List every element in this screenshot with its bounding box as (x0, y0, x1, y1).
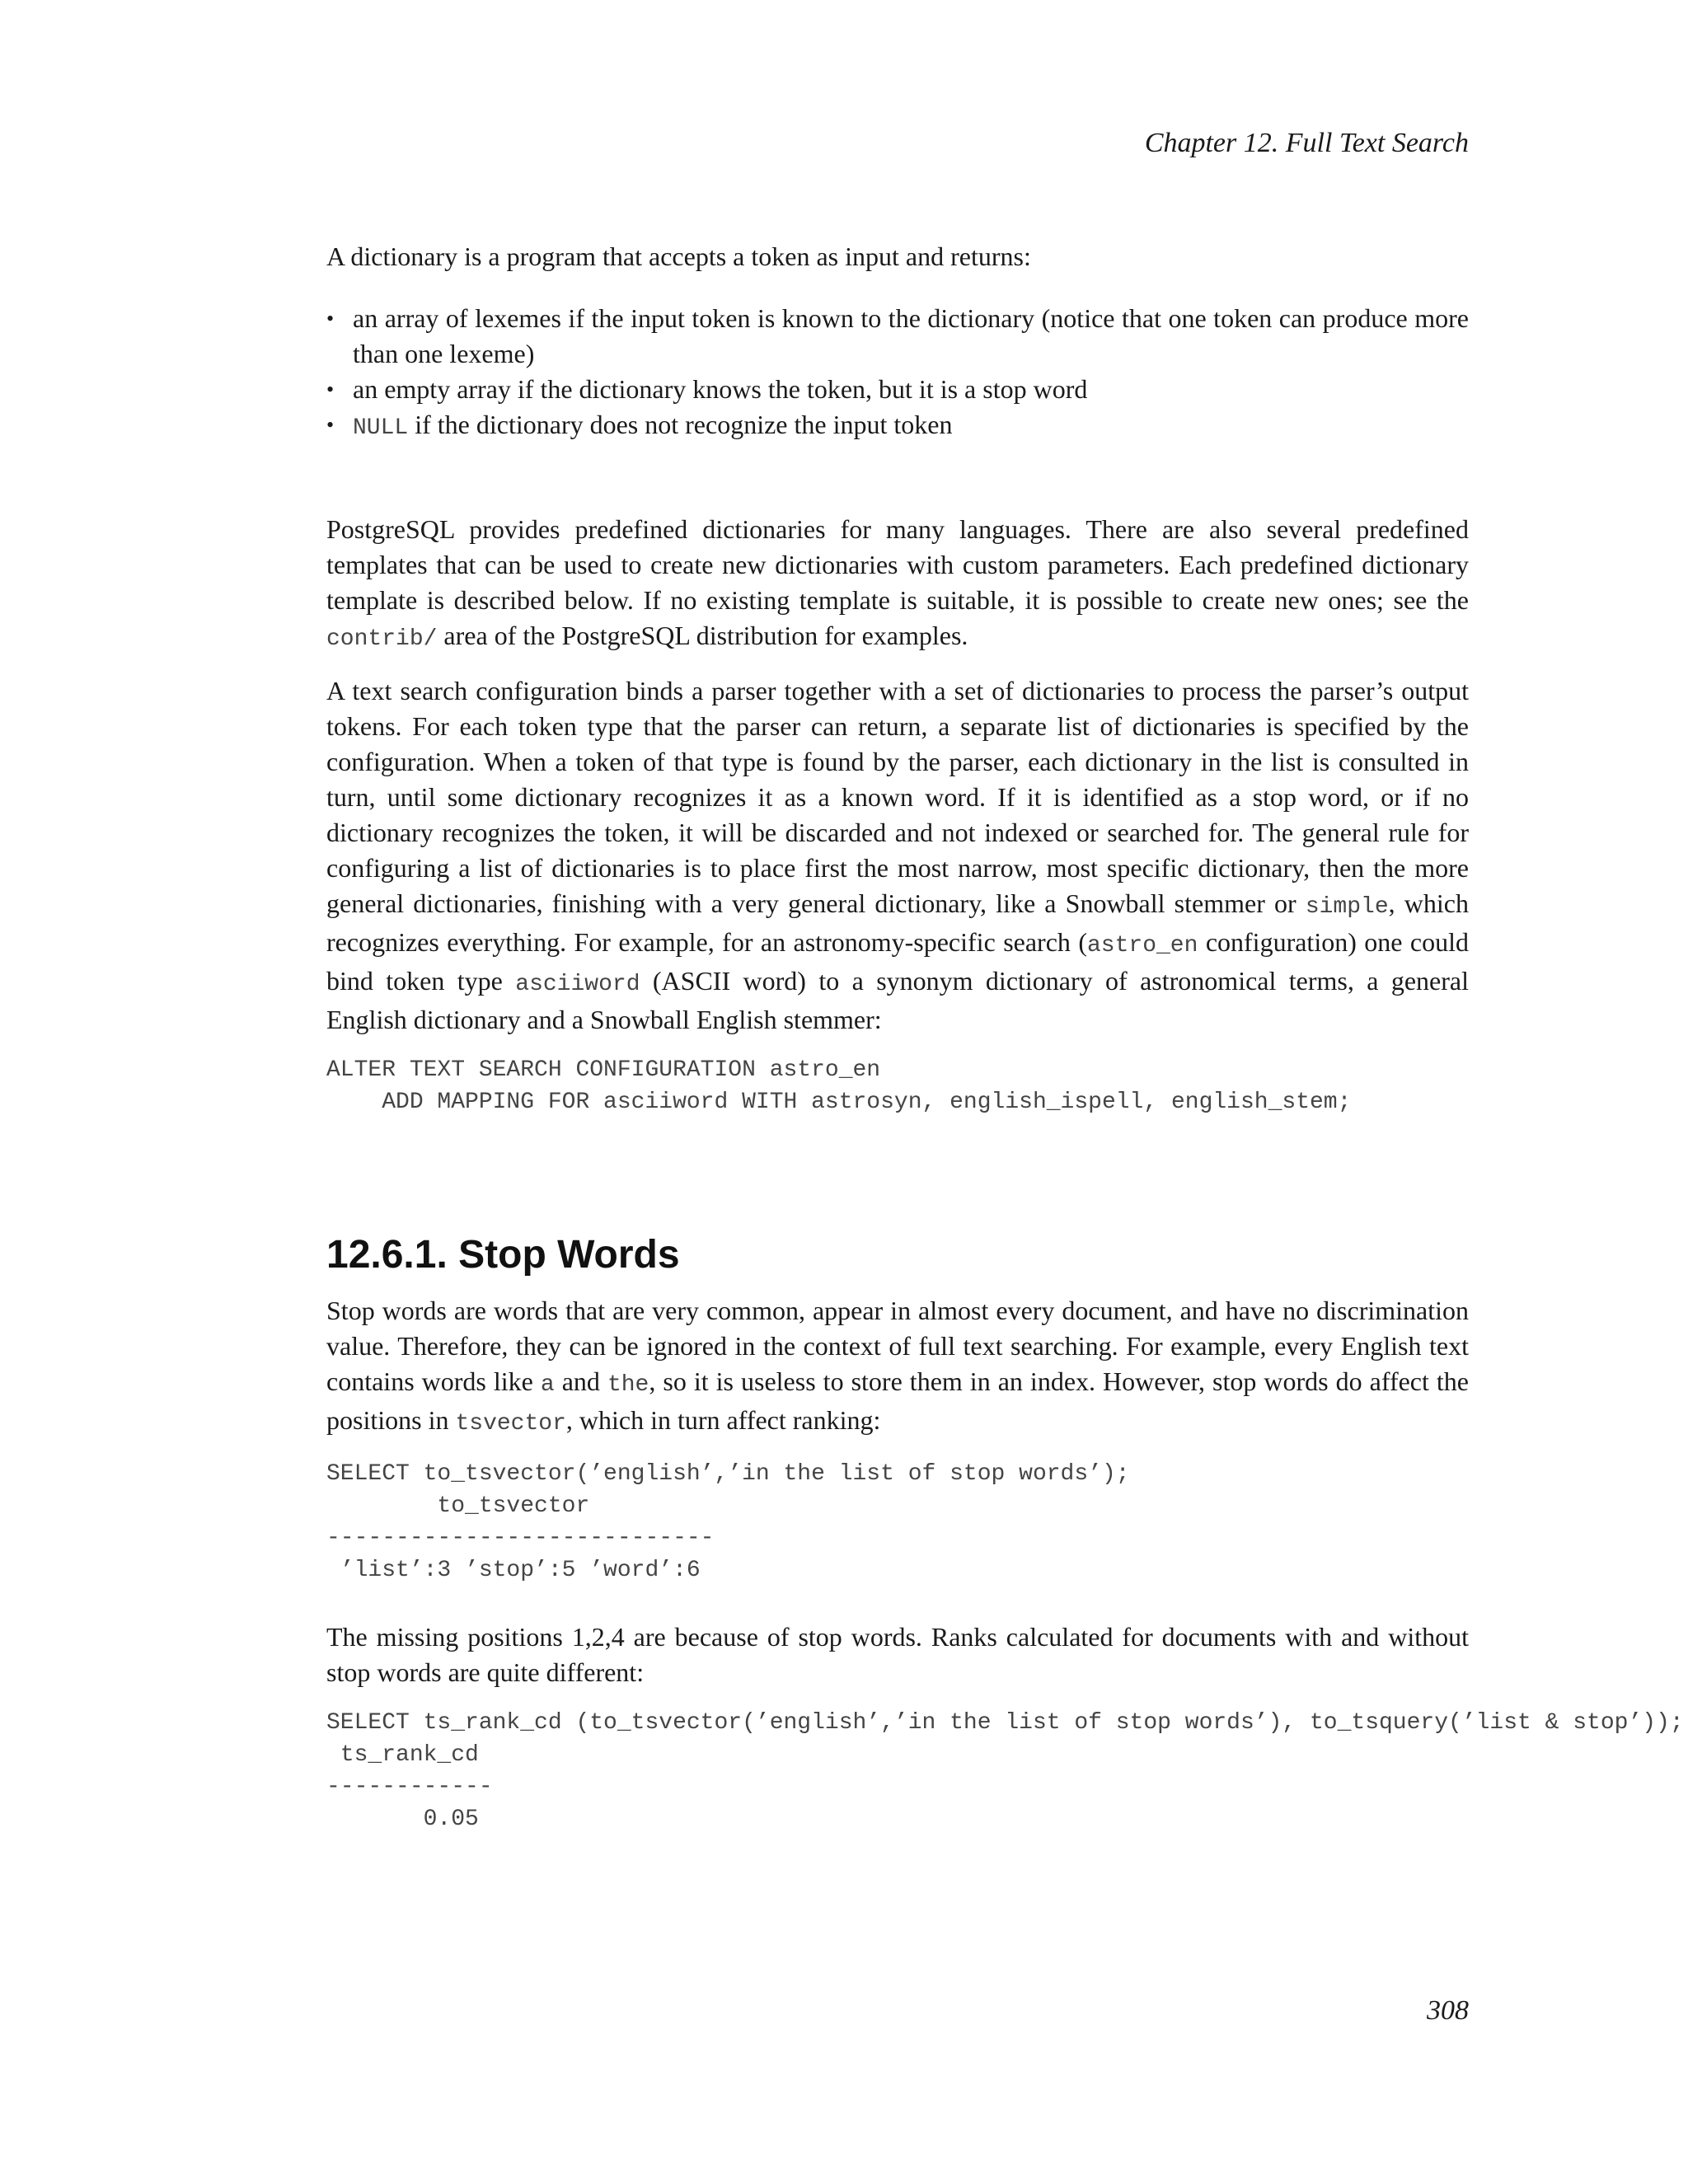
inline-code: asciiword (515, 972, 640, 997)
list-item (326, 301, 1469, 372)
code-block-tsvector: SELECT to_tsvector(’english’,’in the list of stop words’); to_tsvector ---------------------------- ’list’:3 ’stop’:5 ’word’:6 (326, 1461, 1130, 1583)
stop-words-paragraph (326, 1293, 1469, 1441)
configuration-paragraph (326, 673, 1469, 1038)
list-item-text: an empty array if the dictionary knows the token, but it is a stop word (353, 374, 1088, 404)
paragraph-text: , which recognizes everything. For example, for an astronomy-specific search ( (326, 888, 1470, 957)
page-content (326, 239, 1684, 1868)
dictionary-return-list (326, 301, 1469, 446)
inline-code: tsvector (455, 1411, 566, 1436)
paragraph-text: Stop words are words that are very common, appear in almost every document, and have no discrimination value. Therefore, they can be ignored in the context of full text searching. For example, every English text contains words like (326, 1296, 1469, 1396)
inline-code: NULL (353, 415, 409, 441)
bullet-icon: • (326, 307, 335, 330)
page-number: 308 (1427, 1995, 1469, 2026)
list-item-text: if the dictionary does not recognize the input token (408, 410, 953, 439)
paragraph-text: , so it is useless to store them in an index. However, stop words do affect the positions in (326, 1366, 1469, 1435)
bullet-icon: • (326, 413, 335, 437)
intro-paragraph: A dictionary is a program that accepts a token as input and returns: (326, 241, 1031, 271)
code-block-alter-config: ALTER TEXT SEARCH CONFIGURATION astro_en ADD MAPPING FOR asciiword WITH astrosyn, english_ispell, english_stem; (326, 1057, 1352, 1115)
running-header: Chapter 12. Full Text Search (1144, 128, 1469, 158)
bullet-icon: • (326, 377, 335, 401)
inline-code: contrib/ (326, 626, 438, 652)
inline-code: the (607, 1372, 649, 1398)
inline-code: simple (1305, 894, 1389, 920)
templates-paragraph (326, 512, 1469, 657)
list-item (326, 407, 1469, 446)
inline-code: astro_en (1086, 933, 1198, 958)
paragraph-text: , which in turn affect ranking: (565, 1405, 881, 1435)
paragraph-text: PostgreSQL provides predefined dictionaries for many languages. There are also several predefined templates that can be used to create new dictionaries with custom parameters. Each predefined dictionary template is described below. If no existing template is suitable, it is possible to create new ones; see the (326, 514, 1469, 615)
inline-code: a (540, 1372, 555, 1398)
paragraph-text: (ASCII word) to a synonym dictionary of astronomical terms, a general English dictionary and a Snowball English stemmer: (326, 966, 1470, 1034)
list-item-text: an array of lexemes if the input token is known to the dictionary (notice that one token can produce more than one lexeme) (353, 303, 1469, 368)
missing-positions-paragraph: The missing positions 1,2,4 are because of stop words. Ranks calculated for documents with and without stop words are quite different: (326, 1622, 1469, 1687)
paragraph-text: A text search configuration binds a parser together with a set of dictionaries to process the parser’s output tokens. For each token type that the parser can return, a separate list of dictionaries is specified by the configuration. When a token of that type is found by the parser, each dictionary in the list is consulted in turn, until some dictionary recognizes it as a known word. If it is identified as a stop word, or if no dictionary recognizes the token, it will be discarded and not indexed or searched for. The general rule for configuring a list of dictionaries is to place first the most narrow, most specific dictionary, then the more general dictionaries, finishing with a very general dictionary, like a Snowball stemmer or (326, 676, 1469, 918)
paragraph-text: configuration) one could bind token type (326, 927, 1470, 996)
paragraph-text: area of the PostgreSQL distribution for examples. (437, 621, 968, 650)
paragraph-text: and (554, 1366, 607, 1396)
section-heading: 12.6.1. Stop Words (326, 1233, 680, 1277)
document-page (326, 0, 1684, 2184)
list-item (326, 372, 1469, 407)
code-block-rank: SELECT ts_rank_cd (to_tsvector(’english’,’in the list of stop words’), to_tsquery(’list & stop’)); ts_rank_cd ------------ 0.05 (326, 1710, 1684, 1832)
